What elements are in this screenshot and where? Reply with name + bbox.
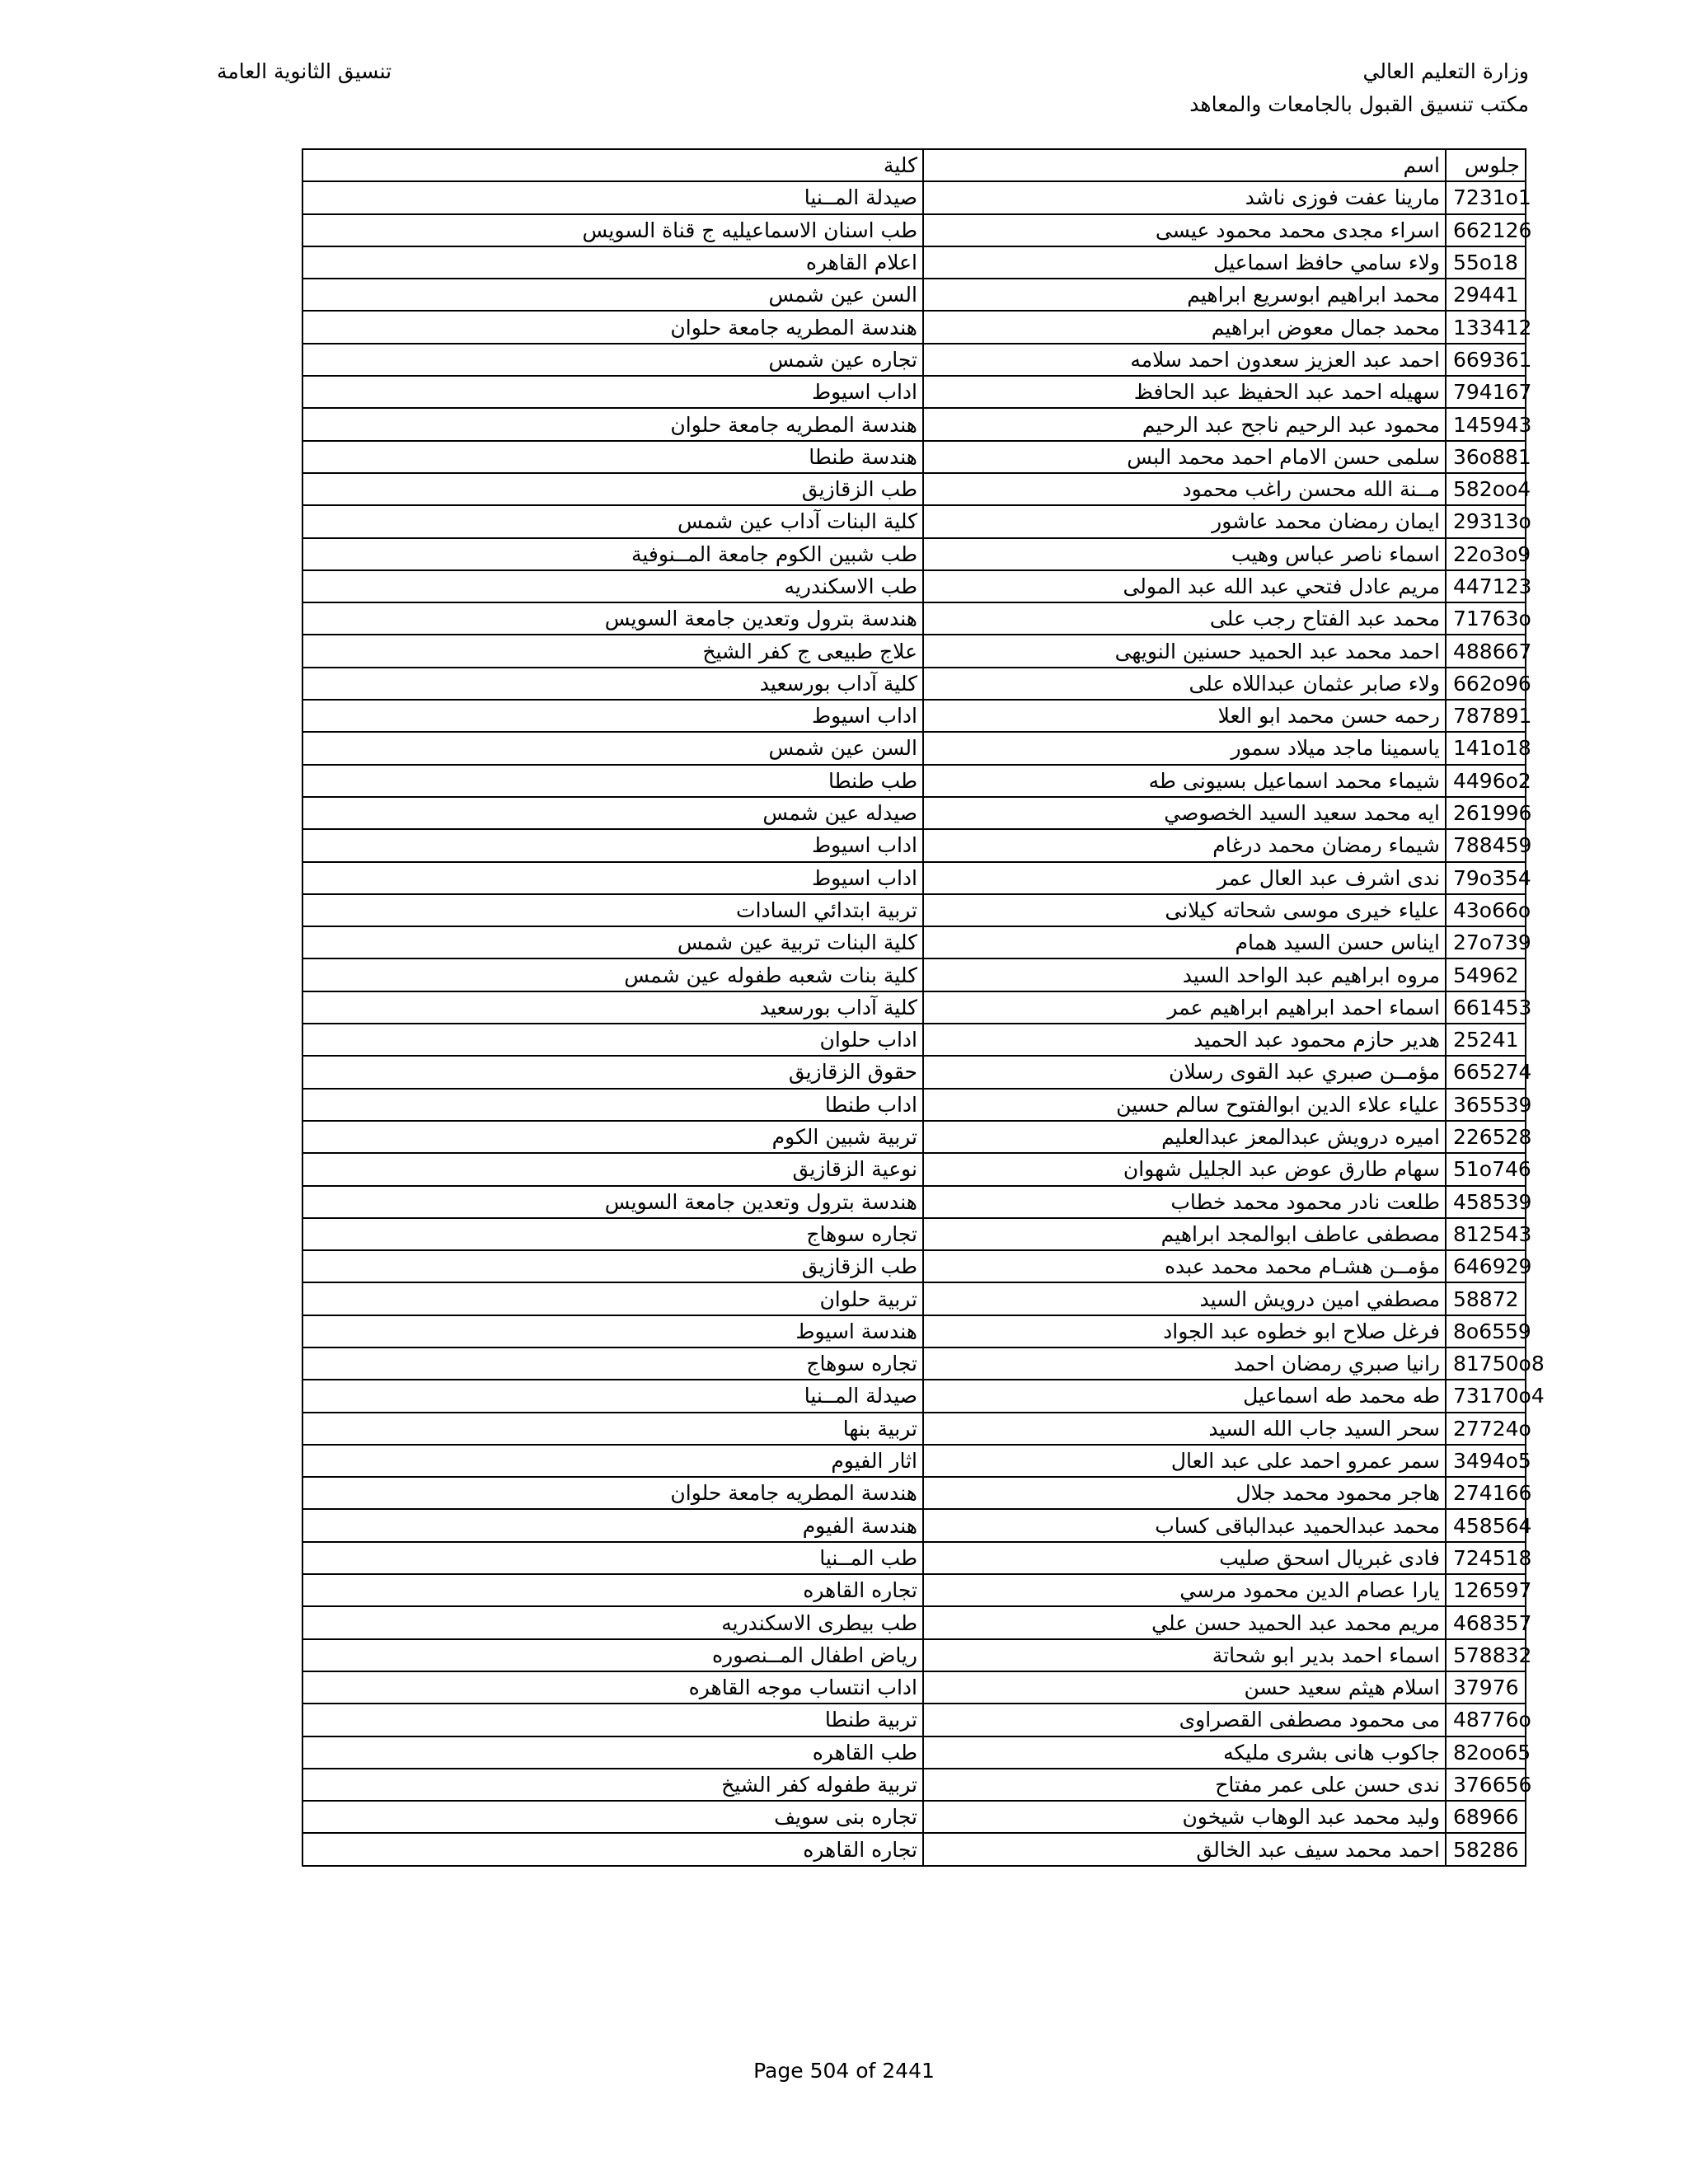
- faculty-cell: تجاره القاهره: [302, 1833, 923, 1865]
- faculty-cell: اداب طنطا: [302, 1089, 923, 1121]
- table-row: [302, 1089, 1526, 1121]
- student-name-cell: سهام طارق عوض عبد الجليل شهوان: [923, 1153, 1446, 1185]
- table-row: [302, 1833, 1526, 1865]
- student-name-cell: احمد محمد سيف عبد الخالق: [923, 1833, 1446, 1865]
- coordination-title: تنسيق الثانوية العامة: [217, 59, 392, 83]
- student-name-cell: مصطفي امين درويش السيد: [923, 1282, 1446, 1315]
- faculty-cell: هندسة المطريه جامعة حلوان: [302, 311, 923, 343]
- table-row: [302, 765, 1526, 797]
- seat-number-cell: 73170o4: [1446, 1380, 1526, 1412]
- faculty-cell: السن عين شمس: [302, 279, 923, 311]
- table-row: [302, 1574, 1526, 1606]
- seat-number-cell: 646929: [1446, 1250, 1526, 1282]
- student-name-cell: محمد جمال معوض ابراهيم: [923, 311, 1446, 343]
- student-name-cell: ايمان رمضان محمد عاشور: [923, 505, 1446, 537]
- faculty-cell: هندسة بترول وتعدين جامعة السويس: [302, 1186, 923, 1218]
- faculty-cell: اداب اسيوط: [302, 700, 923, 732]
- faculty-cell: هندسة المطريه جامعة حلوان: [302, 408, 923, 440]
- seat-number-cell: 51o746: [1446, 1153, 1526, 1185]
- faculty-cell: طب المــنيا: [302, 1542, 923, 1574]
- table-row: [302, 1445, 1526, 1477]
- student-name-cell: سحر السيد جاب الله السيد: [923, 1413, 1446, 1445]
- table-row: [302, 1380, 1526, 1412]
- table-row: [302, 1315, 1526, 1347]
- faculty-cell: طب القاهره: [302, 1736, 923, 1769]
- seat-number-cell: 43o66o: [1446, 894, 1526, 926]
- table-row: [302, 700, 1526, 732]
- student-name-cell: اسماء احمد بدير ابو شحاتة: [923, 1639, 1446, 1671]
- faculty-cell: تجاره سوهاج: [302, 1347, 923, 1380]
- student-name-cell: مؤمــن صبري عبد القوى رسلان: [923, 1056, 1446, 1088]
- seat-number-cell: 447123: [1446, 570, 1526, 602]
- table-row: [302, 1769, 1526, 1801]
- student-name-cell: احمد محمد عبد الحميد حسنين النويهى: [923, 635, 1446, 667]
- seat-number-cell: 724518: [1446, 1542, 1526, 1574]
- student-name-cell: طلعت نادر محمود محمد خطاب: [923, 1186, 1446, 1218]
- table-row: [302, 279, 1526, 311]
- student-name-cell: محمد عبد الفتاح رجب على: [923, 602, 1446, 635]
- student-name-cell: ولاء سامي حافظ اسماعيل: [923, 246, 1446, 279]
- faculty-cell: كلية آداب بورسعيد: [302, 991, 923, 1024]
- faculty-cell: تربية طنطا: [302, 1704, 923, 1736]
- seat-number-cell: 8o6559: [1446, 1315, 1526, 1347]
- seat-number-cell: 376656: [1446, 1769, 1526, 1801]
- table-row: [302, 181, 1526, 213]
- student-name-cell: شيماء محمد اسماعيل بسيونى طه: [923, 765, 1446, 797]
- table-row: [302, 311, 1526, 343]
- seat-number-cell: 274166: [1446, 1477, 1526, 1509]
- faculty-cell: السن عين شمس: [302, 732, 923, 764]
- faculty-cell: تجاره بنى سويف: [302, 1801, 923, 1833]
- faculty-cell: هندسة اسيوط: [302, 1315, 923, 1347]
- table-row: [302, 344, 1526, 376]
- table-row: [302, 1736, 1526, 1769]
- faculty-cell: تربية شبين الكوم: [302, 1121, 923, 1153]
- student-name-cell: اسراء مجدى محمد محمود عيسى: [923, 214, 1446, 246]
- student-name-cell: مارينا عفت فوزى ناشد: [923, 181, 1446, 213]
- table-row: [302, 1801, 1526, 1833]
- table-row: [302, 538, 1526, 570]
- student-name-cell: مصطفى عاطف ابوالمجد ابراهيم: [923, 1218, 1446, 1250]
- student-name-cell: اسلام هيثم سعيد حسن: [923, 1671, 1446, 1704]
- seat-number-cell: 788459: [1446, 829, 1526, 861]
- seat-number-cell: 4496o2: [1446, 765, 1526, 797]
- header-name: اسم: [923, 149, 1446, 181]
- table-row: [302, 1639, 1526, 1671]
- faculty-cell: هندسة الفيوم: [302, 1509, 923, 1541]
- seat-number-cell: 25241: [1446, 1024, 1526, 1056]
- table-row: [302, 214, 1526, 246]
- student-name-cell: علياء خيرى موسى شحاته كيلانى: [923, 894, 1446, 926]
- student-name-cell: فرغل صلاح ابو خطوه عبد الجواد: [923, 1315, 1446, 1347]
- seat-number-cell: 133412: [1446, 311, 1526, 343]
- header-seat: جلوس: [1446, 149, 1526, 181]
- seat-number-cell: 79o354: [1446, 862, 1526, 894]
- table-row: [302, 1704, 1526, 1736]
- student-name-cell: ايه محمد سعيد السيد الخصوصي: [923, 797, 1446, 829]
- faculty-cell: طب طنطا: [302, 765, 923, 797]
- student-name-cell: وليد محمد عبد الوهاب شيخون: [923, 1801, 1446, 1833]
- seat-number-cell: 126597: [1446, 1574, 1526, 1606]
- seat-number-cell: 29313o: [1446, 505, 1526, 537]
- faculty-cell: اداب اسيوط: [302, 376, 923, 408]
- faculty-cell: صيدلة المــنيا: [302, 181, 923, 213]
- table-row: [302, 1413, 1526, 1445]
- table-row: [302, 991, 1526, 1024]
- table-row: [302, 1509, 1526, 1541]
- table-row: [302, 1153, 1526, 1185]
- seat-number-cell: 81750o8: [1446, 1347, 1526, 1380]
- seat-number-cell: 794167: [1446, 376, 1526, 408]
- header-faculty: كلية: [302, 149, 923, 181]
- table-row: [302, 376, 1526, 408]
- seat-number-cell: 58286: [1446, 1833, 1526, 1865]
- seat-number-cell: 22o3o9: [1446, 538, 1526, 570]
- student-name-cell: سلمى حسن الامام احمد محمد البس: [923, 441, 1446, 473]
- faculty-cell: تربية طفوله كفر الشيخ: [302, 1769, 923, 1801]
- faculty-cell: طب الزقازيق: [302, 473, 923, 505]
- table-row: [302, 829, 1526, 861]
- table-header-row: [302, 149, 1526, 181]
- table-row: [302, 1024, 1526, 1056]
- faculty-cell: تجاره القاهره: [302, 1574, 923, 1606]
- faculty-cell: كلية البنات تربية عين شمس: [302, 926, 923, 958]
- student-name-cell: هدير حازم محمود عبد الحميد: [923, 1024, 1446, 1056]
- seat-number-cell: 662126: [1446, 214, 1526, 246]
- table-row: [302, 862, 1526, 894]
- seat-number-cell: 458564: [1446, 1509, 1526, 1541]
- faculty-cell: اداب اسيوط: [302, 862, 923, 894]
- page-number: Page 504 of 2441: [753, 2059, 935, 2083]
- seat-number-cell: 812543: [1446, 1218, 1526, 1250]
- table-row: [302, 246, 1526, 279]
- faculty-cell: نوعية الزقازيق: [302, 1153, 923, 1185]
- seat-number-cell: 48776o: [1446, 1704, 1526, 1736]
- student-name-cell: يارا عصام الدين محمود مرسي: [923, 1574, 1446, 1606]
- table-row: [302, 408, 1526, 440]
- faculty-cell: طب اسنان الاسماعيليه ج قناة السويس: [302, 214, 923, 246]
- faculty-cell: صيدلة المــنيا: [302, 1380, 923, 1412]
- table-body: [302, 181, 1545, 1865]
- seat-number-cell: 71763o: [1446, 602, 1526, 635]
- faculty-cell: اداب اسيوط: [302, 829, 923, 861]
- seat-number-cell: 261996: [1446, 797, 1526, 829]
- faculty-cell: صيدله عين شمس: [302, 797, 923, 829]
- office-title: مكتب تنسيق القبول بالجامعات والمعاهد: [1189, 92, 1529, 116]
- faculty-cell: كلية البنات آداب عين شمس: [302, 505, 923, 537]
- seat-number-cell: 54962: [1446, 958, 1526, 991]
- student-name-cell: اميره درويش عبدالمعز عبدالعليم: [923, 1121, 1446, 1153]
- student-name-cell: شيماء رمضان محمد درغام: [923, 829, 1446, 861]
- faculty-cell: كلية بنات شعبه طفوله عين شمس: [302, 958, 923, 991]
- seat-number-cell: 488667: [1446, 635, 1526, 667]
- student-name-cell: محمد ابراهيم ابوسريع ابراهيم: [923, 279, 1446, 311]
- faculty-cell: كلية آداب بورسعيد: [302, 668, 923, 700]
- table-row: [302, 1121, 1526, 1153]
- student-name-cell: احمد عبد العزيز سعدون احمد سلامه: [923, 344, 1446, 376]
- student-name-cell: محمد عبدالحميد عبدالباقى كساب: [923, 1509, 1446, 1541]
- student-name-cell: مريم عادل فتحي عبد الله عبد المولى: [923, 570, 1446, 602]
- admissions-table: [302, 148, 1545, 1867]
- seat-number-cell: 662o96: [1446, 668, 1526, 700]
- student-name-cell: محمود عبد الرحيم ناجح عبد الرحيم: [923, 408, 1446, 440]
- seat-number-cell: 582oo4: [1446, 473, 1526, 505]
- ministry-title: وزارة التعليم العالي: [1362, 59, 1529, 83]
- seat-number-cell: 468357: [1446, 1606, 1526, 1638]
- table-row: [302, 926, 1526, 958]
- seat-number-cell: 37976: [1446, 1671, 1526, 1704]
- seat-number-cell: 3494o5: [1446, 1445, 1526, 1477]
- table-row: [302, 958, 1526, 991]
- seat-number-cell: 365539: [1446, 1089, 1526, 1121]
- faculty-cell: هندسة المطريه جامعة حلوان: [302, 1477, 923, 1509]
- student-name-cell: جاكوب هانى بشرى مليكه: [923, 1736, 1446, 1769]
- student-name-cell: مريم محمد عبد الحميد حسن علي: [923, 1606, 1446, 1638]
- seat-number-cell: 29441: [1446, 279, 1526, 311]
- faculty-cell: هندسة طنطا: [302, 441, 923, 473]
- seat-number-cell: 27724o: [1446, 1413, 1526, 1445]
- table-row: [302, 1347, 1526, 1380]
- seat-number-cell: 661453: [1446, 991, 1526, 1024]
- seat-number-cell: 27o739: [1446, 926, 1526, 958]
- student-name-cell: مــنة الله محسن راغب محمود: [923, 473, 1446, 505]
- student-name-cell: مروه ابراهيم عبد الواحد السيد: [923, 958, 1446, 991]
- table-row: [302, 1542, 1526, 1574]
- student-name-cell: هاجر محمود محمد جلال: [923, 1477, 1446, 1509]
- seat-number-cell: 578832: [1446, 1639, 1526, 1671]
- table-row: [302, 1606, 1526, 1638]
- student-name-cell: اسماء ناصر عباس وهيب: [923, 538, 1446, 570]
- student-name-cell: ولاء صابر عثمان عبداللاه على: [923, 668, 1446, 700]
- seat-number-cell: 141o18: [1446, 732, 1526, 764]
- table-row: [302, 797, 1526, 829]
- seat-number-cell: 7231o1: [1446, 181, 1526, 213]
- student-name-cell: ياسمينا ماجد ميلاد سمور: [923, 732, 1446, 764]
- student-name-cell: سهيله احمد عبد الحفيظ عبد الحافظ: [923, 376, 1446, 408]
- student-name-cell: مؤمــن هشـام محمد محمد عبده: [923, 1250, 1446, 1282]
- student-name-cell: طه محمد طه اسماعيل: [923, 1380, 1446, 1412]
- table-row: [302, 1186, 1526, 1218]
- faculty-cell: تجاره سوهاج: [302, 1218, 923, 1250]
- student-name-cell: مى محمود مصطفى القصراوى: [923, 1704, 1446, 1736]
- table-row: [302, 1477, 1526, 1509]
- seat-number-cell: 226528: [1446, 1121, 1526, 1153]
- faculty-cell: رياض اطفال المــنصوره: [302, 1639, 923, 1671]
- faculty-cell: تربية حلوان: [302, 1282, 923, 1315]
- table-row: [302, 602, 1526, 635]
- faculty-cell: تربية ابتدائي السادات: [302, 894, 923, 926]
- seat-number-cell: 58872: [1446, 1282, 1526, 1315]
- faculty-cell: طب الزقازيق: [302, 1250, 923, 1282]
- table-row: [302, 441, 1526, 473]
- student-name-cell: رانيا صبري رمضان احمد: [923, 1347, 1446, 1380]
- faculty-cell: حقوق الزقازيق: [302, 1056, 923, 1088]
- faculty-cell: هندسة بترول وتعدين جامعة السويس: [302, 602, 923, 635]
- student-name-cell: سمر عمرو احمد على عبد العال: [923, 1445, 1446, 1477]
- faculty-cell: طب بيطرى الاسكندريه: [302, 1606, 923, 1638]
- faculty-cell: اداب حلوان: [302, 1024, 923, 1056]
- table-row: [302, 635, 1526, 667]
- faculty-cell: تربية بنها: [302, 1413, 923, 1445]
- faculty-cell: اعلام القاهره: [302, 246, 923, 279]
- student-name-cell: فادى غبريال اسحق صليب: [923, 1542, 1446, 1574]
- seat-number-cell: 669361: [1446, 344, 1526, 376]
- faculty-cell: طب الاسكندريه: [302, 570, 923, 602]
- seat-number-cell: 458539: [1446, 1186, 1526, 1218]
- seat-number-cell: 82oo65: [1446, 1736, 1526, 1769]
- table-row: [302, 1056, 1526, 1088]
- table-row: [302, 668, 1526, 700]
- table-row: [302, 570, 1526, 602]
- faculty-cell: تجاره عين شمس: [302, 344, 923, 376]
- student-name-cell: ندى اشرف عبد العال عمر: [923, 862, 1446, 894]
- table-row: [302, 1671, 1526, 1704]
- faculty-cell: طب شبين الكوم جامعة المــنوفية: [302, 538, 923, 570]
- table-row: [302, 894, 1526, 926]
- seat-number-cell: 145943: [1446, 408, 1526, 440]
- table-row: [302, 505, 1526, 537]
- table-row: [302, 473, 1526, 505]
- seat-number-cell: 665274: [1446, 1056, 1526, 1088]
- seat-number-cell: 55o18: [1446, 246, 1526, 279]
- table-row: [302, 732, 1526, 764]
- student-name-cell: ندى حسن على عمر مفتاح: [923, 1769, 1446, 1801]
- seat-number-cell: 36o881: [1446, 441, 1526, 473]
- seat-number-cell: 68966: [1446, 1801, 1526, 1833]
- student-name-cell: رحمه حسن محمد ابو العلا: [923, 700, 1446, 732]
- faculty-cell: اداب انتساب موجه القاهره: [302, 1671, 923, 1704]
- student-name-cell: ايناس حسن السيد همام: [923, 926, 1446, 958]
- table-row: [302, 1218, 1526, 1250]
- table-row: [302, 1250, 1526, 1282]
- student-name-cell: اسماء احمد ابراهيم ابراهيم عمر: [923, 991, 1446, 1024]
- faculty-cell: علاج طبيعى ج كفر الشيخ: [302, 635, 923, 667]
- seat-number-cell: 787891: [1446, 700, 1526, 732]
- student-name-cell: علياء علاء الدين ابوالفتوح سالم حسين: [923, 1089, 1446, 1121]
- faculty-cell: اثار الفيوم: [302, 1445, 923, 1477]
- table-row: [302, 1282, 1526, 1315]
